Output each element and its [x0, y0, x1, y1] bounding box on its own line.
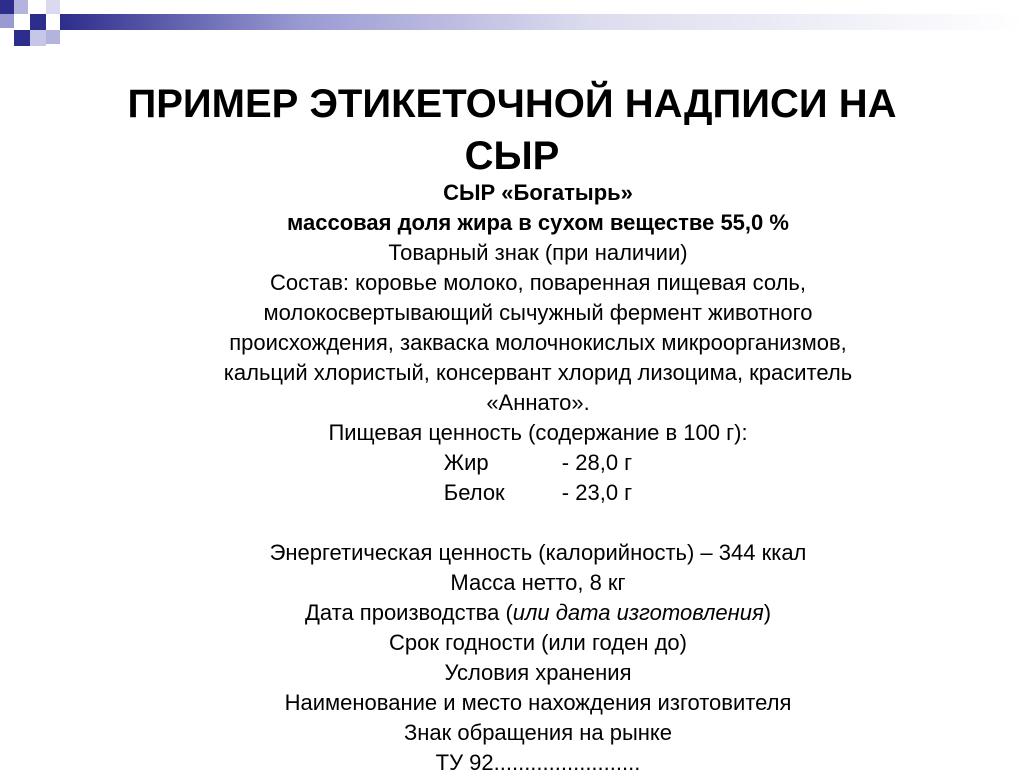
decor-square — [0, 14, 14, 28]
composition-line: молокосвертывающий сычужный фермент животного — [263, 300, 813, 325]
nutrition-label: Жир — [443, 450, 489, 475]
storage-conditions: Условия хранения — [444, 660, 632, 685]
nutrition-row-fat — [150, 448, 926, 478]
manufacturer: Наименование и место нахождения изготовителя — [284, 690, 792, 715]
tu-standard: ТУ 92........................ — [435, 750, 641, 775]
composition-line: кальций хлористый, консервант хлорид лизоцима, краситель — [223, 360, 853, 385]
decor-square — [0, 0, 14, 14]
decor-square — [30, 30, 46, 46]
decor-square — [14, 14, 30, 30]
composition-line: происхождения, закваска молочнокислых микроорганизмов, — [229, 330, 847, 355]
shelf-life: Срок годности (или годен до) — [389, 630, 687, 655]
nutrition-value: - 28,0 г — [561, 450, 633, 475]
energy-value: Энергетическая ценность (калорийность) – 344 ккал — [269, 540, 807, 565]
product-name: СЫР «Богатырь» — [443, 180, 633, 205]
nutrition-header: Пищевая ценность (содержание в 100 г): — [328, 420, 748, 445]
production-date — [150, 598, 926, 628]
decor-square — [46, 0, 60, 14]
decor-square — [14, 30, 30, 46]
nutrition-label: Белок — [443, 480, 505, 505]
slide-title — [40, 78, 984, 182]
fat-content: массовая доля жира в сухом веществе 55,0 % — [287, 210, 789, 235]
production-date-prefix: Дата производства ( — [304, 600, 513, 625]
nutrition-value: - 23,0 г — [561, 480, 633, 505]
decor-square — [46, 30, 60, 44]
slide-title-line: СЫР — [464, 134, 560, 178]
composition-line: Состав: коровье молоко, поваренная пищевая соль, — [270, 270, 806, 295]
decor-square — [30, 14, 46, 30]
header-gradient-bar — [60, 14, 1024, 30]
spacer — [150, 508, 926, 538]
net-mass: Масса нетто, 8 кг — [450, 570, 626, 595]
production-date-suffix: ) — [763, 600, 772, 625]
composition — [150, 268, 926, 418]
composition-line: «Аннато». — [486, 390, 590, 415]
trademark: Товарный знак (при наличии) — [388, 240, 688, 265]
nutrition-row-protein — [150, 478, 926, 508]
slide-title-line: ПРИМЕР ЭТИКЕТОЧНОЙ НАДПИСИ НА — [127, 82, 897, 126]
production-date-italic: или дата изготовления — [512, 600, 764, 625]
label-text — [150, 178, 926, 778]
decor-square — [14, 0, 28, 14]
market-mark: Знак обращения на рынке — [403, 720, 673, 745]
